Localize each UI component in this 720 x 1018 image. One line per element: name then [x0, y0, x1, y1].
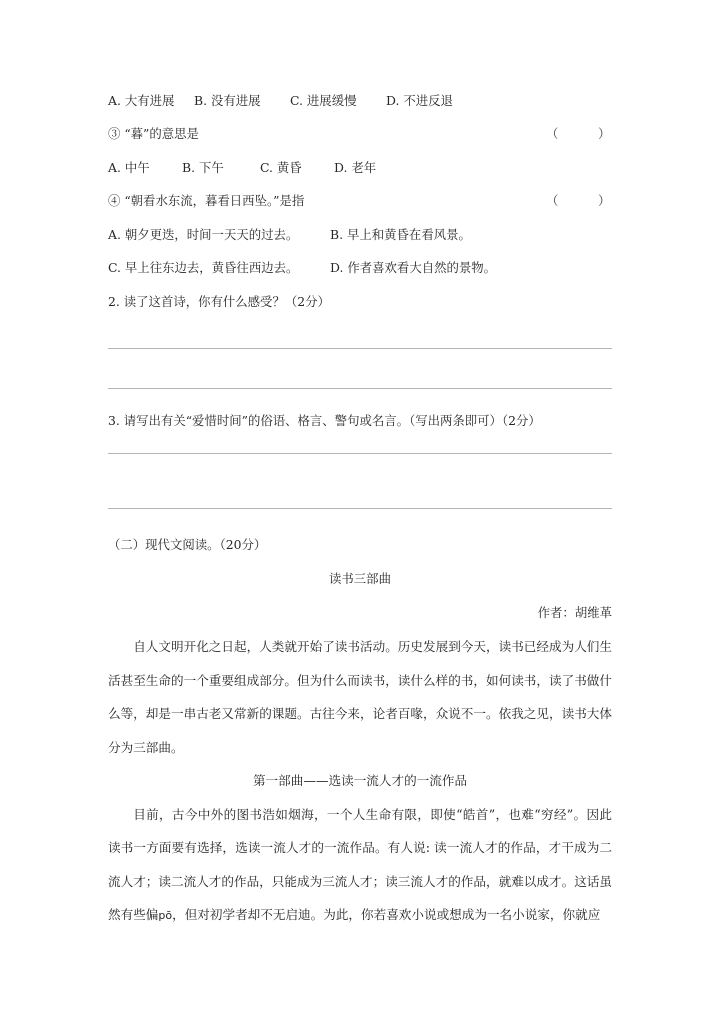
- question3-row: [108, 406, 612, 435]
- option-c[interactable]: C. 进展缓慢: [290, 92, 357, 108]
- question1-item4-options-row-2: [108, 251, 612, 284]
- answer-bracket-close: ）: [598, 125, 611, 141]
- paragraph-2-part-1: 目前，古今中外的图书浩如烟海，一个人生命有限，即使“皓首”，也难“穷经”。因此读书一方面要有选择，选读一流人才的一流作品。有人说: 读一流人才的作品，才干成为二流人才；读二流人才的作品，只能成为三流人才；读三流人才的作品，就难以成才。这话虽然有些偏: [108, 806, 612, 922]
- paragraph-2-part-2: ，但对初学者却不无启迪。为此，你若喜欢小说或想成为一名小说家，你就应: [172, 907, 601, 922]
- option-a[interactable]: A. 朝夕更迭，时间一天天的过去。: [108, 226, 299, 242]
- question2-row: [108, 284, 612, 320]
- top-margin-spacer: [108, 0, 612, 84]
- question1-item3-stem: ③ “暮”的意思是: [108, 125, 199, 141]
- option-d[interactable]: D. 不进反退: [386, 92, 453, 108]
- question1-item3-stem-row: [108, 117, 612, 151]
- answer-write-space[interactable]: [108, 435, 612, 453]
- pinyin-annotation: pō: [158, 909, 173, 922]
- option-d[interactable]: D. 老年: [334, 159, 377, 175]
- question1-item3-options-row: [108, 151, 612, 184]
- answer-rule-line[interactable]: [108, 508, 612, 509]
- reading-section-heading-row: [108, 528, 612, 562]
- question1-item4-stem: ④ “朝看水东流，暮看日西坠。”是指: [108, 192, 305, 208]
- question2-text: 2. 读了这首诗，你有什么感受？（2分）: [108, 293, 330, 309]
- option-a[interactable]: A. 中午: [108, 159, 150, 175]
- article-paragraph-1: 自人文明开化之日起，人类就开始了读书活动。历史发展到今天，读书已经成为人们生活甚至生命的一个重要组成部分。但为什么而读书，读什么样的书，如何读书，读了书做什么等，却是一串古老又常新的课题。古往今来，论者百喙，众说不一。依我之见，读书大体分为三部曲。: [108, 639, 612, 755]
- question2-answer-area[interactable]: [108, 320, 612, 389]
- answer-bracket-open: （: [546, 125, 559, 141]
- option-a[interactable]: A. 大有进展: [108, 92, 175, 108]
- question1-item4-stem-row: [108, 184, 612, 218]
- answer-rule-line[interactable]: [108, 388, 612, 389]
- answer-bracket-open: （: [546, 192, 559, 208]
- option-c[interactable]: C. 黄昏: [260, 159, 302, 175]
- answer-write-space[interactable]: [108, 320, 612, 348]
- reading-section-heading: （二）现代文阅读。（20分）: [108, 536, 267, 552]
- option-c[interactable]: C. 早上往东边去，黄昏往西边去。: [108, 259, 299, 275]
- option-b[interactable]: B. 没有进展: [194, 92, 261, 108]
- answer-bracket-close: ）: [598, 192, 611, 208]
- question3-text: 3. 请写出有关“爱惜时间”的俗语、格言、警句或名言。（写出两条即可）（2分）: [108, 412, 541, 428]
- question1-item2-options-row: [108, 84, 612, 117]
- article-title: 读书三部曲: [329, 571, 391, 586]
- gap-spacer: [108, 509, 612, 528]
- option-b[interactable]: B. 早上和黄昏在看风景。: [330, 226, 471, 242]
- page-content-column: [108, 0, 612, 933]
- article-subheading-1: 第一部曲——选读一流人才的一流作品: [252, 773, 468, 788]
- article-paragraph-2: [108, 798, 612, 933]
- question3-answer-area[interactable]: [108, 435, 612, 509]
- option-d[interactable]: D. 作者喜欢看大自然的景物。: [330, 259, 497, 275]
- gap-spacer: [108, 389, 612, 406]
- option-b[interactable]: B. 下午: [182, 159, 224, 175]
- answer-write-space[interactable]: [108, 454, 612, 508]
- question1-item4-options-row-1: [108, 218, 612, 251]
- article-author: 作者：胡维革: [537, 605, 612, 620]
- answer-write-space[interactable]: [108, 349, 612, 388]
